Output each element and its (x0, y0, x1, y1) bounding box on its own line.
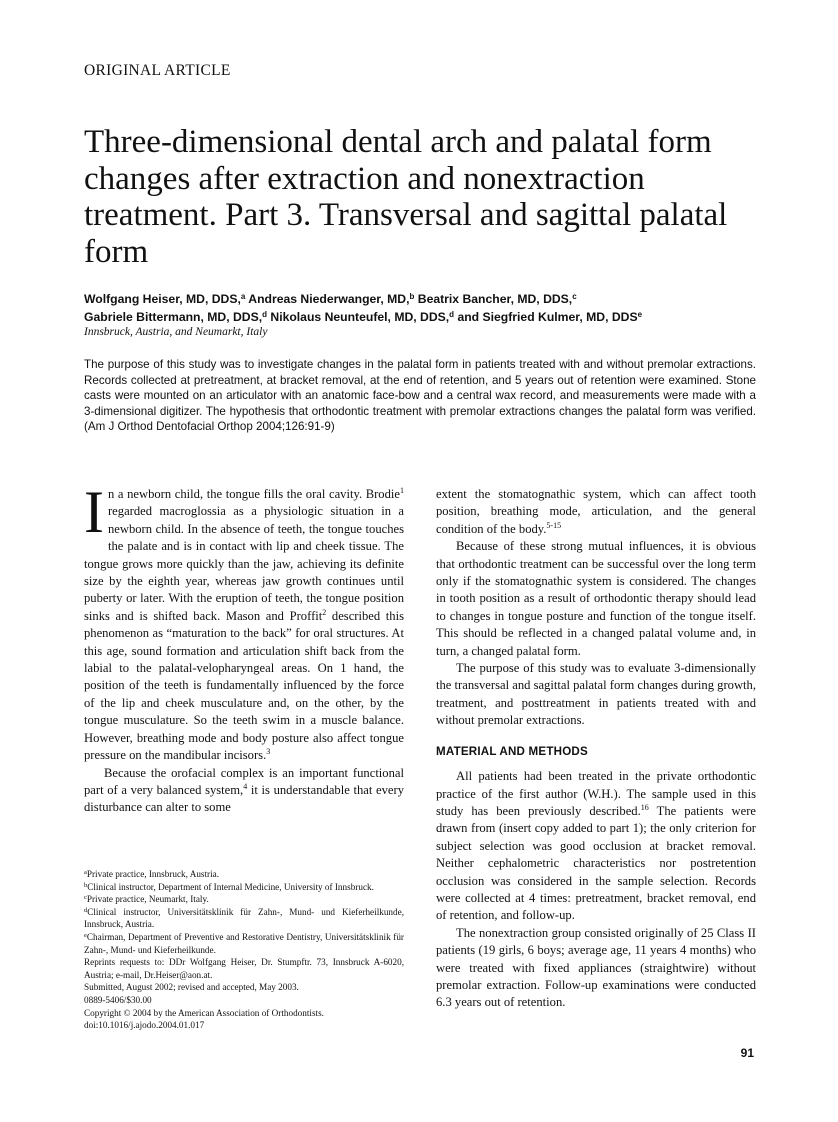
purpose-paragraph: The purpose of this study was to evaluate 3-dimensionally the transversal and sagittal palatal form changes during growth, treatment, and posttreatment in patients treated with and without premolar extractions. (436, 661, 756, 728)
citation-ref: 3 (266, 747, 271, 757)
footnote-mark: d (84, 906, 88, 914)
author-affil-mark: e (637, 310, 643, 319)
citation-ref: 16 (640, 802, 649, 812)
citation-ref: 4 (243, 781, 248, 791)
footnote-mark: b (84, 881, 88, 889)
doi: doi:10.1016/j.ajodo.2004.01.017 (84, 1020, 205, 1031)
reprint-request: Reprints requests to: DDr Wolfgang Heiser, Dr. Stumpftr. 73, Innsbruck A-6020, Austria; e-mail, Dr.Heiser@aon.at. (84, 957, 404, 980)
section-heading: MATERIAL AND METHODS (436, 744, 588, 758)
author-affiliation: Innsbruck, Austria, and Neumarkt, Italy (84, 326, 268, 338)
left-column (84, 479, 404, 817)
author-affil-mark: d (449, 310, 455, 319)
author-name: and Siegfried Kulmer, MD, DDS (454, 310, 638, 324)
body-paragraph-continued (436, 486, 756, 538)
right-column (436, 486, 756, 1012)
text-run: All patients had been treated in the private orthodontic practice of the first author (W.H.). The sample used in this study has been previously described. (436, 769, 756, 818)
intro-paragraph-1 (84, 479, 404, 765)
author-name: Nikolaus Neunteufel, MD, DDS, (267, 310, 450, 324)
citation-ref: 5-15 (546, 520, 562, 530)
author-affil-mark: b (409, 292, 415, 301)
author-line-2 (84, 308, 774, 326)
footnote-mark: e (84, 931, 87, 939)
author-name: Andreas Niederwanger, MD, (245, 292, 410, 306)
text-run: regarded macroglossia as a physiologic situation in a newborn child. In the absence of teeth, the tongue touches the palate and is in contact with lip and cheek tissue. The tongue grows more quickly than the jaw, achieving its definite size by the eighth year, whereas jaw growth continues until puberty or later. With the eruption of teeth, the tongue position sinks and is shifted back. Mason and Proffit (84, 504, 404, 623)
citation-ref: 1 (400, 486, 404, 495)
footnotes (84, 868, 404, 1032)
footnote-text: Private practice, Neumarkt, Italy. (86, 894, 209, 905)
methods-paragraph-2: The nonextraction group consisted originally of 25 Class II patients (19 girls, 6 boys; average age, 11 years 4 months) who were treated with fixed appliances (straightwire) without premolar extraction. Follow-up examinations were conducted 6.3 years out of retention. (436, 925, 756, 1010)
footnote (84, 931, 404, 956)
footnote (84, 893, 404, 906)
author-affil-mark: d (262, 310, 267, 319)
footnote-text: Chairman, Department of Preventive and Restorative Dentistry, Universitätsklinik für Zahn-, Mund- und Kieferheilkunde. (84, 931, 404, 955)
author-name: Wolfgang Heiser, MD, DDS, (84, 292, 241, 306)
text-run: extent the stomatognathic system, which can affect tooth position, breathing mode, articulation, and the general condition of the body. (436, 487, 756, 536)
text-run: it is understandable that every disturbance can alter to some (84, 782, 404, 815)
text-run: The patients were drawn from (insert copy added to part 1); the only criterion for subject selection was good occlusion at bracket removal. Neither cephalometric characteristics nor postretention occlusion was considered in the sample selection. Records were collected at 4 times: pretreatment, bracket removal, end of retention, and follow-up. (436, 803, 757, 923)
author-line-1 (84, 290, 774, 308)
intro-paragraph-2 (84, 765, 404, 817)
author-affil-mark: a (240, 292, 246, 301)
citation-ref: 2 (322, 607, 327, 617)
body-paragraph: Because of these strong mutual influences, it is obvious that orthodontic treatment can be successful over the long term only if the stomatognathic system is considered. The changes in tooth position as a result of orthodontic therapy should lead to changes in tongue posture and function of the tongue itself. This should be reflected in a changed palatal volume and, in turn, a changed palatal form. (436, 539, 756, 658)
footnote (84, 906, 404, 931)
footnote-mark: c (84, 894, 87, 902)
issn-price: 0889-5406/$30.00 (84, 994, 152, 1005)
drop-cap: I (84, 479, 104, 545)
footnote (84, 881, 404, 894)
text-run: described this phenomenon as “maturation to the back” for oral structures. At this age, sound formation and articulation shift back from the labial to the palatal-velopharyngeal areas. On 1 hand, the position of the teeth is fundamentally influenced by the force of the lip and cheek musculature and, on the other, by the tongue musculature. So the teeth swim in a muscle balance. However, breathing mode and body posture also affect tongue pressure on the mandibular incisors. (84, 608, 404, 763)
footnote (84, 868, 404, 881)
methods-paragraph-1 (436, 768, 756, 925)
page-number: 91 (740, 1046, 754, 1060)
footnote-text: Clinical instructor, Department of Internal Medicine, University of Innsbruck. (87, 881, 374, 892)
article-title: Three-dimensional dental arch and palatal form changes after extraction and nonextraction treatment. Part 3. Transversal and sagittal palatal form (84, 124, 728, 270)
author-list (84, 290, 774, 326)
author-name: Gabriele Bittermann, MD, DDS, (84, 310, 263, 324)
copyright: Copyright © 2004 by the American Association of Orthodontists. (84, 1007, 324, 1018)
abstract: The purpose of this study was to investigate changes in the palatal form in patients treated with and without premolar extractions. Records collected at pretreatment, at bracket removal, at the end of retention, and 5 years out of retention were examined. Stone casts were mounted on an articulator with an anatomic face-bow and a central wax record, and measurements were made with a 3-dimensional digitizer. The hypothesis that orthodontic treatment with premolar extractions changes the palatal form was verified. (Am J Orthod Dentofacial Orthop 2004;126:91-9) (84, 358, 756, 434)
footnote-mark: a (84, 869, 87, 876)
text-run: n a newborn child, the tongue fills the oral cavity. Brodie (107, 487, 400, 501)
author-affil-mark: c (572, 292, 577, 301)
footnote-text: Private practice, Innsbruck, Austria. (86, 869, 220, 879)
footnote-text: Clinical instructor, Universitätsklinik für Zahn-, Mund- und Kieferheilkunde, Innsbruck, Austria. (84, 906, 404, 930)
section-label: ORIGINAL ARTICLE (84, 62, 231, 79)
author-name: Beatrix Bancher, MD, DDS, (414, 292, 573, 306)
text-run: Because the orofacial complex is an important functional part of a very balanced system, (84, 765, 404, 797)
submission-dates: Submitted, August 2002; revised and accepted, May 2003. (84, 982, 299, 993)
